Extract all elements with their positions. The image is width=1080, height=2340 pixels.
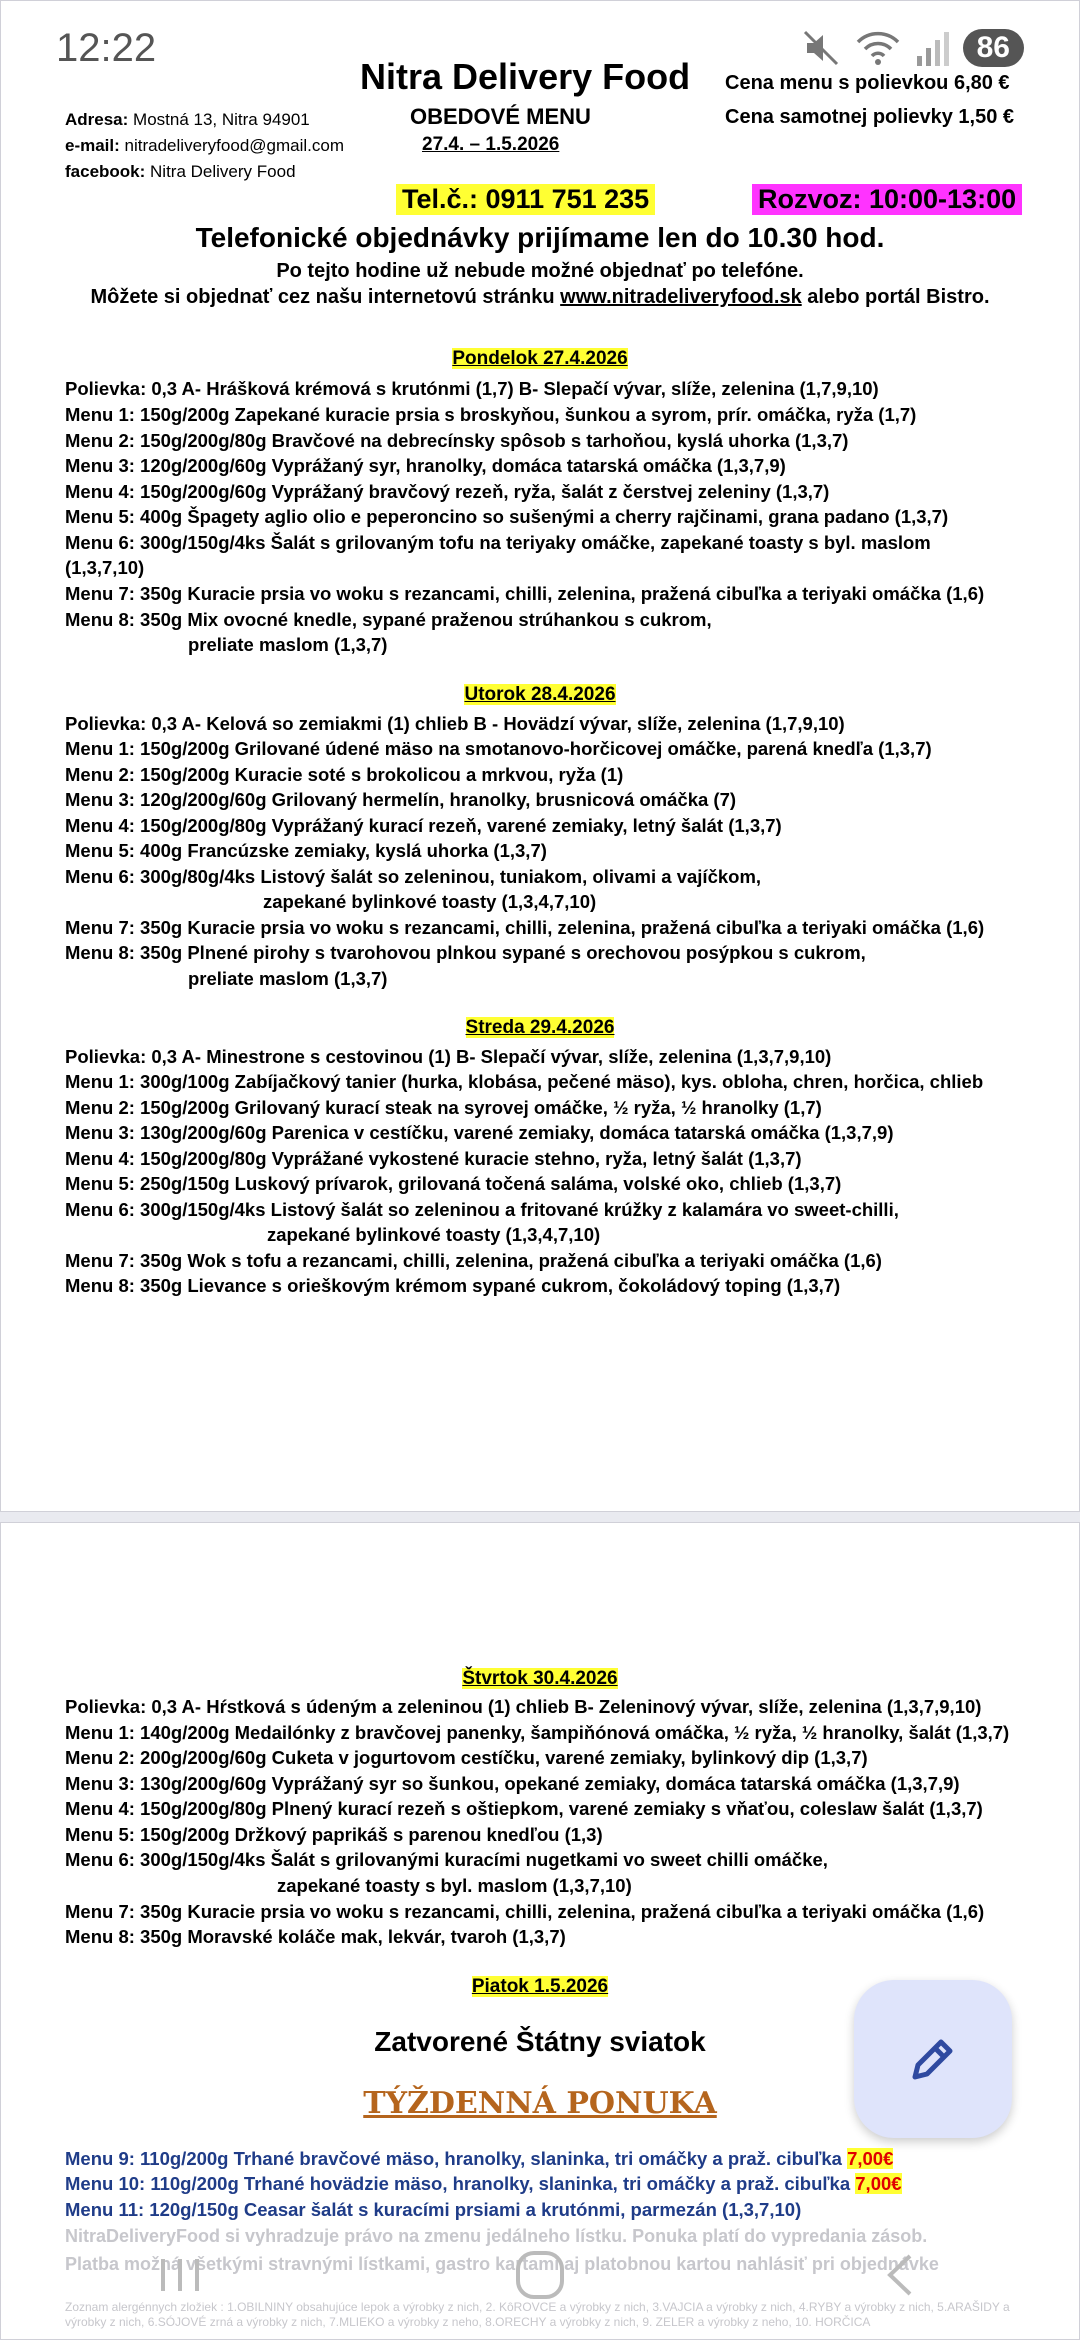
closed-notice: Zatvorené Štátny sviatok	[374, 2026, 706, 2057]
menu-line: Menu 8: 350g Lievance s orieškovým krémom sypané cukrom, čokoládový toping (1,3,7)	[65, 1275, 841, 1296]
price-tag: 7,00€	[855, 2173, 902, 2194]
menu-line: Menu 6: 300g/150g/4ks Šalát s grilovaným tofu na teriyaky omáčke, zapekané toasty s byl. maslom	[65, 532, 931, 553]
after-hours-note: Po tejto hodine už nebude možné objednať po telefóne.	[276, 260, 804, 282]
back-icon	[880, 2250, 920, 2300]
web-order-note	[0, 286, 1080, 309]
weekly-item: Menu 11: 120g/150g Ceasar šalát s kuracími prsiami a krutónmi, parmezán (1,3,7,10)	[65, 2199, 802, 2220]
weekly-item: Menu 10: 110g/200g Trhané hovädzie mäso, hranolky, slaninka, tri omáčky a praž. cibuľka 7,00€	[65, 2173, 902, 2194]
menu-line: Menu 6: 300g/80g/4ks Listový šalát so zeleninou, tuniakom, olivami a vajíčkom,	[65, 866, 762, 887]
price-tag: 7,00€	[847, 2148, 894, 2169]
menu-line: Menu 1: 150g/200g Zapekané kuracie prsia s broskyňou, šunkou a syrom, prír. omáčka, ryža (1,7)	[65, 404, 917, 425]
menu-line: Menu 3: 130g/200g/60g Vyprážaný syr so šunkou, opekané zemiaky, domáca tatarská omáčka (1,3,7,9)	[65, 1773, 960, 1794]
menu-line: Menu 2: 150g/200g Grilovaný kurací steak na syrovej omáčke, ½ ryža, ½ hranolky (1,7)	[65, 1097, 822, 1118]
menu-line: Menu 4: 150g/200g/80g Vyprážaný kurací rezeň, varené zemiaky, letný šalát (1,3,7)	[65, 815, 782, 836]
status-icons	[801, 28, 1024, 68]
day-heading-friday: Piatok 1.5.2026	[471, 1976, 609, 1997]
website-link[interactable]: www.nitradeliveryfood.sk	[560, 286, 802, 308]
menu-line: Polievka: 0,3 A- Minestrone s cestovinou (1) B- Slepačí vývar, slíže, zelenina (1,3,7,9,10)	[65, 1046, 832, 1067]
edit-button[interactable]	[854, 1980, 1012, 2138]
facebook-label: facebook:	[65, 162, 146, 181]
weekly-item: Menu 9: 110g/200g Trhané bravčové mäso, hranolky, slaninka, tri omáčky a praž. cibuľka 7,00€	[65, 2148, 894, 2169]
menu-line: Menu 3: 130g/200g/60g Parenica v cestíčku, varené zemiaky, domáca tatarská omáčka (1,3,7,9)	[65, 1122, 894, 1143]
system-nav-bar	[0, 2210, 1080, 2340]
weekly-offer-title: TÝŽDENNÁ PONUKA	[363, 2086, 717, 2121]
pencil-icon	[903, 2029, 963, 2089]
wifi-icon	[855, 28, 901, 68]
menu-line: Menu 8: 350g Mix ovocné knedle, sypané praženou strúhankou s cukrom,	[65, 609, 712, 630]
address-line	[65, 110, 310, 130]
footer-payment-note: Platba možná všetkými stravnými lístkami, gastro kartami aj platobnou kartou nahlásiť pri objednávke	[65, 2254, 939, 2274]
menu-line: Menu 2: 150g/200g/80g Bravčové na debrecínsky spôsob s tarhoňou, kyslá uhorka (1,3,7)	[65, 430, 849, 451]
menu-line: Menu 7: 350g Wok s tofu a rezancami, chilli, zelenina, pražená cibuľka a teriyaki omáčka (1,6)	[65, 1250, 882, 1271]
menu-date-range: 27.4. – 1.5.2026	[422, 134, 560, 155]
menu-line: Menu 7: 350g Kuracie prsia vo woku s rezancami, chilli, zelenina, pražená cibuľka a teriyaki omáčka (1,6)	[65, 1901, 985, 1922]
phone-orders-note: Telefonické objednávky prijímame len do 10.30 hod.	[195, 222, 885, 253]
web-note-text: Môžete si objednať cez našu internetovú stránku	[90, 286, 561, 308]
day-heading-thursday: Štvrtok 30.4.2026	[462, 1668, 618, 1689]
email-label: e-mail:	[65, 136, 120, 155]
menu-line: Polievka: 0,3 A- Kelová so zemiakmi (1) chlieb B - Hovädzí vývar, slíže, zelenina (1,7,9,10)	[65, 713, 845, 734]
menu-line: Menu 2: 200g/200g/60g Cuketa v jogurtovom cestíčku, varené zemiaky, bylinkový dip (1,3,7)	[65, 1747, 868, 1768]
address-value: Mostná 13, Nitra 94901	[133, 110, 310, 129]
menu-line: Menu 1: 140g/200g Medailónky z bravčovej panenky, šampiňónová omáčka, ½ ryža, ½ hranolky, šalát (1,3,7)	[65, 1722, 1010, 1743]
allergen-list: Zoznam alergénnych zložiek : 1.OBILNINY obsahujúce lepok a výrobky z nich, 2. KôROVCE a výrobky z nich, 3.VAJCIA a výrobky z nich, 4.RYBY a výrobky z nich, 5.ARAŠIDY a výrobky z nich, 6.SÓJOVÉ zrná a výrobky z nich, 7.MLIEKO a výrobky z neho, 8.ORECHY a výrobky z nich, 9. ZELER a výrobky z neho, 10. HORČICA	[65, 2300, 1010, 2329]
menu-line: Menu 7: 350g Kuracie prsia vo woku s rezancami, chilli, zelenina, pražená cibuľka a teriyaki omáčka (1,6)	[65, 917, 985, 938]
menu-subtitle: OBEDOVÉ MENU	[410, 104, 591, 129]
signal-icon	[915, 28, 949, 68]
mute-icon	[801, 28, 841, 68]
menu-line: Menu 4: 150g/200g/80g Plnený kurací rezeň s oštiepkom, varené zemiaky s vňaťou, coleslaw šalát (1,3,7)	[65, 1798, 983, 1819]
menu-line: Menu 3: 120g/200g/60g Vyprážaný syr, hranolky, domáca tatarská omáčka (1,3,7,9)	[65, 455, 786, 476]
price-menu: Cena menu s polievkou 6,80 €	[725, 72, 1010, 94]
menu-line: Menu 4: 150g/200g/80g Vyprážané vykostené kuracie stehno, ryža, letný šalát (1,3,7)	[65, 1148, 802, 1169]
menu-line: preliate maslom (1,3,7)	[188, 968, 388, 989]
back-button[interactable]	[860, 2235, 940, 2315]
page-title: Nitra Delivery Food	[360, 56, 691, 97]
day-heading-wednesday: Streda 29.4.2026	[465, 1017, 615, 1038]
menu-line: Menu 1: 150g/200g Grilované údené mäso na smotanovo-horčicovej omáčke, parená knedľa (1,3,7)	[65, 738, 932, 759]
recent-apps-button[interactable]	[140, 2235, 220, 2315]
footer-note: NitraDeliveryFood si vyhradzuje právo na zmenu jedálneho lístku. Ponuka platí do vypredania zásob.	[65, 2226, 928, 2246]
menu-line: Menu 6: 300g/150g/4ks Listový šalát so zeleninou a fritované krúžky z kalamára vo sweet-chilli,	[65, 1199, 899, 1220]
menu-line: Menu 2: 150g/200g Kuracie soté s brokolicou a mrkvou, ryža (1)	[65, 764, 624, 785]
menu-line: Menu 5: 250g/150g Luskový prívarok, grilovaná točená saláma, volské oko, chlieb (1,3,7)	[65, 1173, 842, 1194]
web-note-text-2: alebo portál Bistro.	[801, 286, 990, 308]
menu-line: Menu 5: 400g Francúzske zemiaky, kyslá uhorka (1,3,7)	[65, 840, 547, 861]
email-value: nitradeliveryfood@gmail.com	[124, 136, 344, 155]
recent-apps-icon	[155, 2253, 205, 2297]
menu-line: Polievka: 0,3 A- Hrášková krémová s krutónmi (1,7) B- Slepačí vývar, slíže, zelenina (1,7,9,10)	[65, 378, 879, 399]
home-icon	[512, 2247, 568, 2303]
menu-line: (1,3,7,10)	[65, 557, 145, 578]
status-time: 12:22	[56, 26, 157, 70]
menu-line: Menu 3: 120g/200g/60g Grilovaný hermelín, hranolky, brusnicová omáčka (7)	[65, 789, 737, 810]
price-soup: Cena samotnej polievky 1,50 €	[725, 106, 1015, 128]
menu-line: zapekané toasty s byl. maslom (1,3,7,10)	[277, 1875, 632, 1896]
menu-line: Menu 1: 300g/100g Zabíjačkový tanier (hurka, klobása, pečené mäso), kys. obloha, chren, horčica, chlieb	[65, 1071, 984, 1092]
facebook-line	[65, 162, 296, 182]
menu-line: Menu 5: 400g Špagety aglio olio e peperoncino so sušenými a cherry rajčinami, grana padano (1,3,7)	[65, 506, 949, 527]
menu-line: Menu 5: 150g/200g Držkový paprikáš s parenou knedľou (1,3)	[65, 1824, 603, 1845]
facebook-value: Nitra Delivery Food	[150, 162, 296, 181]
menu-line: Menu 6: 300g/150g/4ks Šalát s grilovanými kuracími nugetkami vo sweet chilli omáčke,	[65, 1849, 828, 1870]
menu-line: zapekané bylinkové toasty (1,3,4,7,10)	[263, 891, 597, 912]
menu-line: zapekané bylinkové toasty (1,3,4,7,10)	[267, 1224, 601, 1245]
day-heading-tuesday: Utorok 28.4.2026	[464, 684, 616, 705]
address-label: Adresa:	[65, 110, 129, 129]
delivery-hours: Rozvoz: 10:00-13:00	[752, 184, 1022, 215]
phone-number: Tel.č.: 0911 751 235	[396, 184, 655, 215]
menu-line: Menu 7: 350g Kuracie prsia vo woku s rezancami, chilli, zelenina, pražená cibuľka a teriyaki omáčka (1,6)	[65, 583, 985, 604]
menu-line: Menu 8: 350g Moravské koláče mak, lekvár, tvaroh (1,3,7)	[65, 1926, 566, 1947]
menu-line: Polievka: 0,3 A- Hŕstková s údeným a zeleninou (1) chlieb B- Zeleninový vývar, slíže, zelenina (1,3,7,9,10)	[65, 1696, 982, 1717]
day-heading-monday: Pondelok 27.4.2026	[452, 348, 628, 369]
menu-line: preliate maslom (1,3,7)	[188, 634, 388, 655]
menu-line: Menu 8: 350g Plnené pirohy s tvarohovou plnkou sypané s orechovou posýpkou s cukrom,	[65, 942, 866, 963]
menu-line: Menu 4: 150g/200g/60g Vyprážaný bravčový rezeň, ryža, šalát z čerstvej zeleniny (1,3,7)	[65, 481, 830, 502]
battery-indicator: 86	[963, 29, 1024, 67]
email-line	[65, 136, 344, 156]
home-button[interactable]	[500, 2235, 580, 2315]
